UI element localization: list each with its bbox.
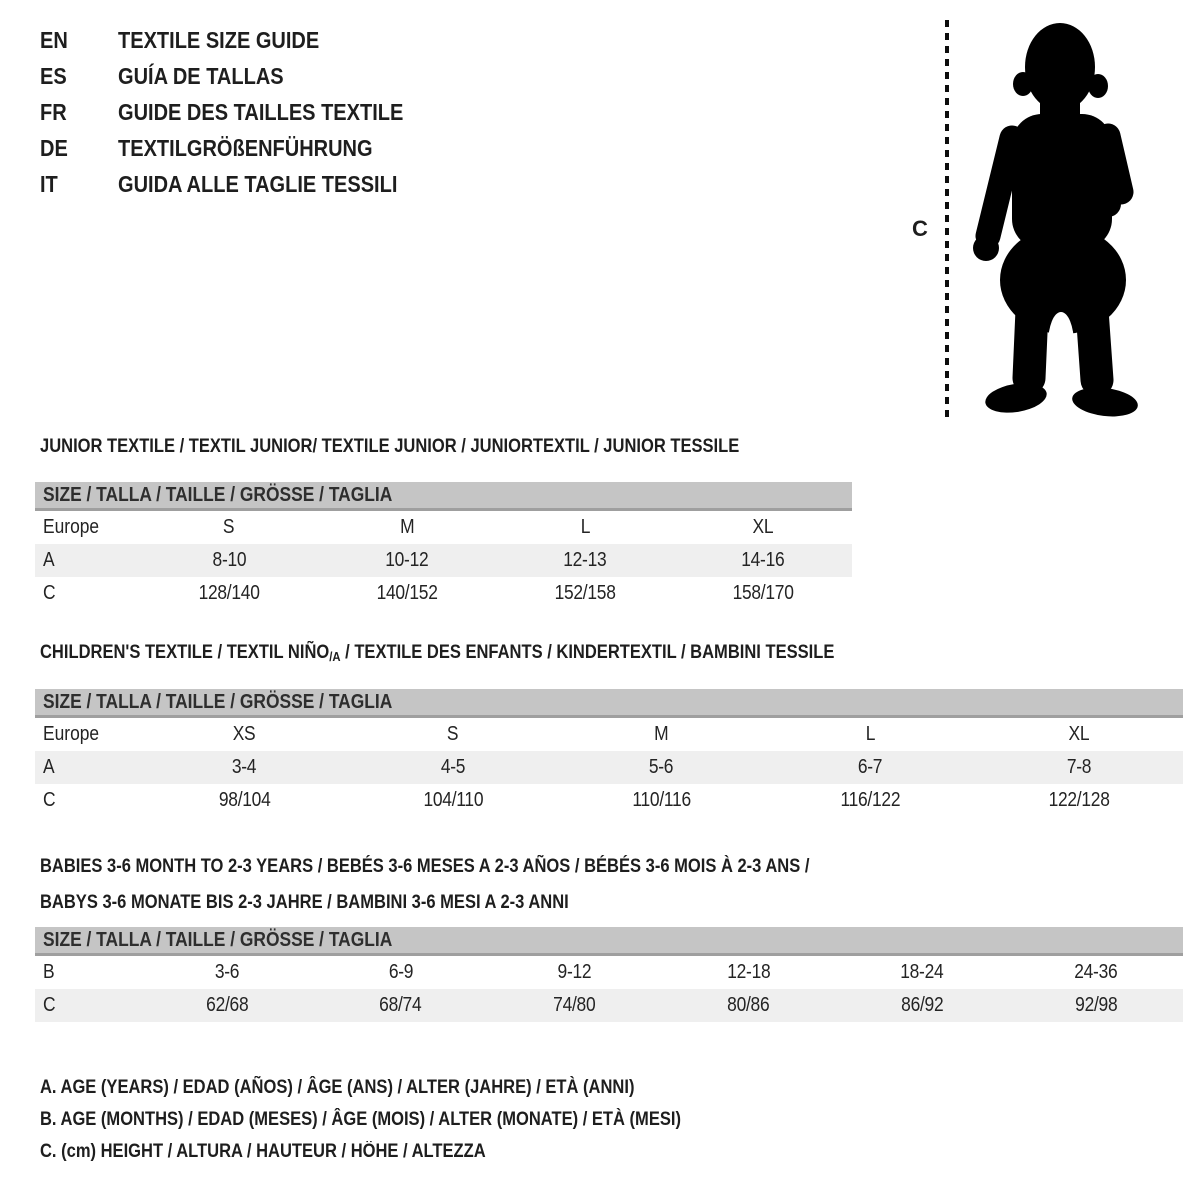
table-row	[35, 544, 852, 577]
table-cell: 116/122	[840, 789, 900, 811]
row-label: C	[43, 582, 56, 604]
table-cell: 12-18	[726, 961, 770, 983]
table-cell: 152/158	[554, 582, 616, 604]
language-row	[40, 166, 446, 202]
table-cell: S	[223, 516, 235, 538]
table-cell: 3-4	[232, 756, 257, 778]
children-section-title: CHILDREN'S TEXTILE / TEXTIL NIÑO/A / TEXTILE DES ENFANTS / KINDERTEXTIL / BAMBINI TESSILE	[40, 642, 835, 664]
language-row	[40, 94, 446, 130]
row-label: C	[43, 994, 56, 1016]
height-measure-label: C	[912, 216, 928, 241]
table-cell: 24-36	[1074, 961, 1118, 983]
language-code: ES	[40, 62, 67, 89]
guide-title: GUÍA DE TALLAS	[118, 62, 284, 89]
guide-title: TEXTILGRÖßENFÜHRUNG	[118, 134, 373, 161]
measure-legend	[40, 1072, 777, 1168]
table-row	[35, 511, 852, 544]
language-row	[40, 58, 446, 94]
height-measure-figure	[900, 10, 1160, 422]
table-row	[35, 989, 1183, 1022]
table-cell: 80/86	[727, 994, 770, 1016]
language-code: DE	[40, 134, 68, 161]
babies-title-line2: BABYS 3-6 MONATE BIS 2-3 JAHRE / BAMBINI 3-6 MESI A 2-3 ANNI	[40, 892, 569, 913]
table-cell: 10-12	[385, 549, 429, 571]
legend-line-c: C. (cm) HEIGHT / ALTURA / HAUTEUR / HÖHE / ALTEZZA	[40, 1141, 486, 1162]
table-cell: 6-7	[857, 756, 883, 778]
row-label: B	[43, 961, 55, 983]
table-row	[35, 956, 1183, 989]
table-cell: 86/92	[901, 994, 944, 1016]
nino-a-subscript: /A	[329, 649, 341, 664]
table-cell: XL	[1068, 723, 1090, 745]
row-label: Europe	[43, 516, 100, 538]
junior-section-title: JUNIOR TEXTILE / TEXTIL JUNIOR/ TEXTILE JUNIOR / JUNIORTEXTIL / JUNIOR TESSILE	[40, 436, 740, 457]
table-cell: 92/98	[1074, 994, 1118, 1016]
children-size-table	[35, 689, 1183, 817]
guide-title: GUIDA ALLE TAGLIE TESSILI	[118, 170, 398, 197]
table-cell: 104/110	[422, 789, 483, 811]
size-header-bar: SIZE / TALLA / TAILLE / GRÖSSE / TAGLIA	[35, 689, 1183, 718]
language-code: EN	[40, 26, 68, 53]
babies-section-title	[40, 849, 924, 921]
table-cell: L	[580, 516, 590, 538]
table-cell: 122/128	[1048, 789, 1110, 811]
language-row	[40, 130, 446, 166]
table-cell: 18-24	[900, 961, 944, 983]
row-label: A	[43, 756, 55, 778]
table-cell: L	[865, 723, 875, 745]
table-cell: 140/152	[376, 582, 438, 604]
table-cell: 3-6	[214, 961, 240, 983]
table-cell: 14-16	[741, 549, 785, 571]
junior-size-table	[35, 482, 852, 610]
height-measure-line	[944, 20, 950, 418]
row-label: Europe	[43, 723, 100, 745]
table-cell: M	[654, 723, 669, 745]
table-cell: S	[447, 723, 459, 745]
table-cell: 6-9	[388, 961, 413, 983]
table-cell: 4-5	[440, 756, 466, 778]
table-row	[35, 718, 1183, 751]
size-header-bar: SIZE / TALLA / TAILLE / GRÖSSE / TAGLIA	[35, 927, 1183, 956]
table-cell: 7-8	[1066, 756, 1091, 778]
row-label: A	[43, 549, 55, 571]
table-row	[35, 784, 1183, 817]
language-title-list	[40, 22, 446, 202]
guide-title: TEXTILE SIZE GUIDE	[118, 26, 320, 53]
table-cell: 128/140	[198, 582, 260, 604]
table-cell: 158/170	[732, 582, 794, 604]
table-cell: XS	[232, 723, 256, 745]
guide-title: GUIDE DES TAILLES TEXTILE	[118, 98, 404, 125]
table-cell: 8-10	[212, 549, 246, 571]
table-cell: 68/74	[379, 994, 422, 1016]
toddler-silhouette-icon	[972, 12, 1144, 418]
table-cell: 5-6	[649, 756, 674, 778]
language-row	[40, 22, 446, 58]
table-cell: 62/68	[205, 994, 249, 1016]
legend-line-a: A. AGE (YEARS) / EDAD (AÑOS) / ÂGE (ANS) / ALTER (JAHRE) / ETÀ (ANNI)	[40, 1077, 635, 1098]
babies-title-line1: BABIES 3-6 MONTH TO 2-3 YEARS / BEBÉS 3-6 MESES A 2-3 AÑOS / BÉBÉS 3-6 MOIS À 2-3 ANS /	[40, 856, 810, 877]
table-cell: 74/80	[553, 994, 596, 1016]
table-cell: 12-13	[563, 549, 607, 571]
table-cell: M	[399, 516, 415, 538]
table-row	[35, 577, 852, 610]
babies-size-table	[35, 927, 1183, 1022]
language-code: IT	[40, 170, 58, 197]
table-cell: 98/104	[218, 789, 271, 811]
language-code: FR	[40, 98, 67, 125]
table-row	[35, 751, 1183, 784]
table-cell: 110/116	[632, 789, 691, 811]
table-cell: 9-12	[557, 961, 592, 983]
legend-line-b: B. AGE (MONTHS) / EDAD (MESES) / ÂGE (MOIS) / ALTER (MONATE) / ETÀ (MESI)	[40, 1109, 681, 1130]
size-header-bar: SIZE / TALLA / TAILLE / GRÖSSE / TAGLIA	[35, 482, 852, 511]
row-label: C	[43, 789, 56, 811]
table-cell: XL	[752, 516, 774, 538]
